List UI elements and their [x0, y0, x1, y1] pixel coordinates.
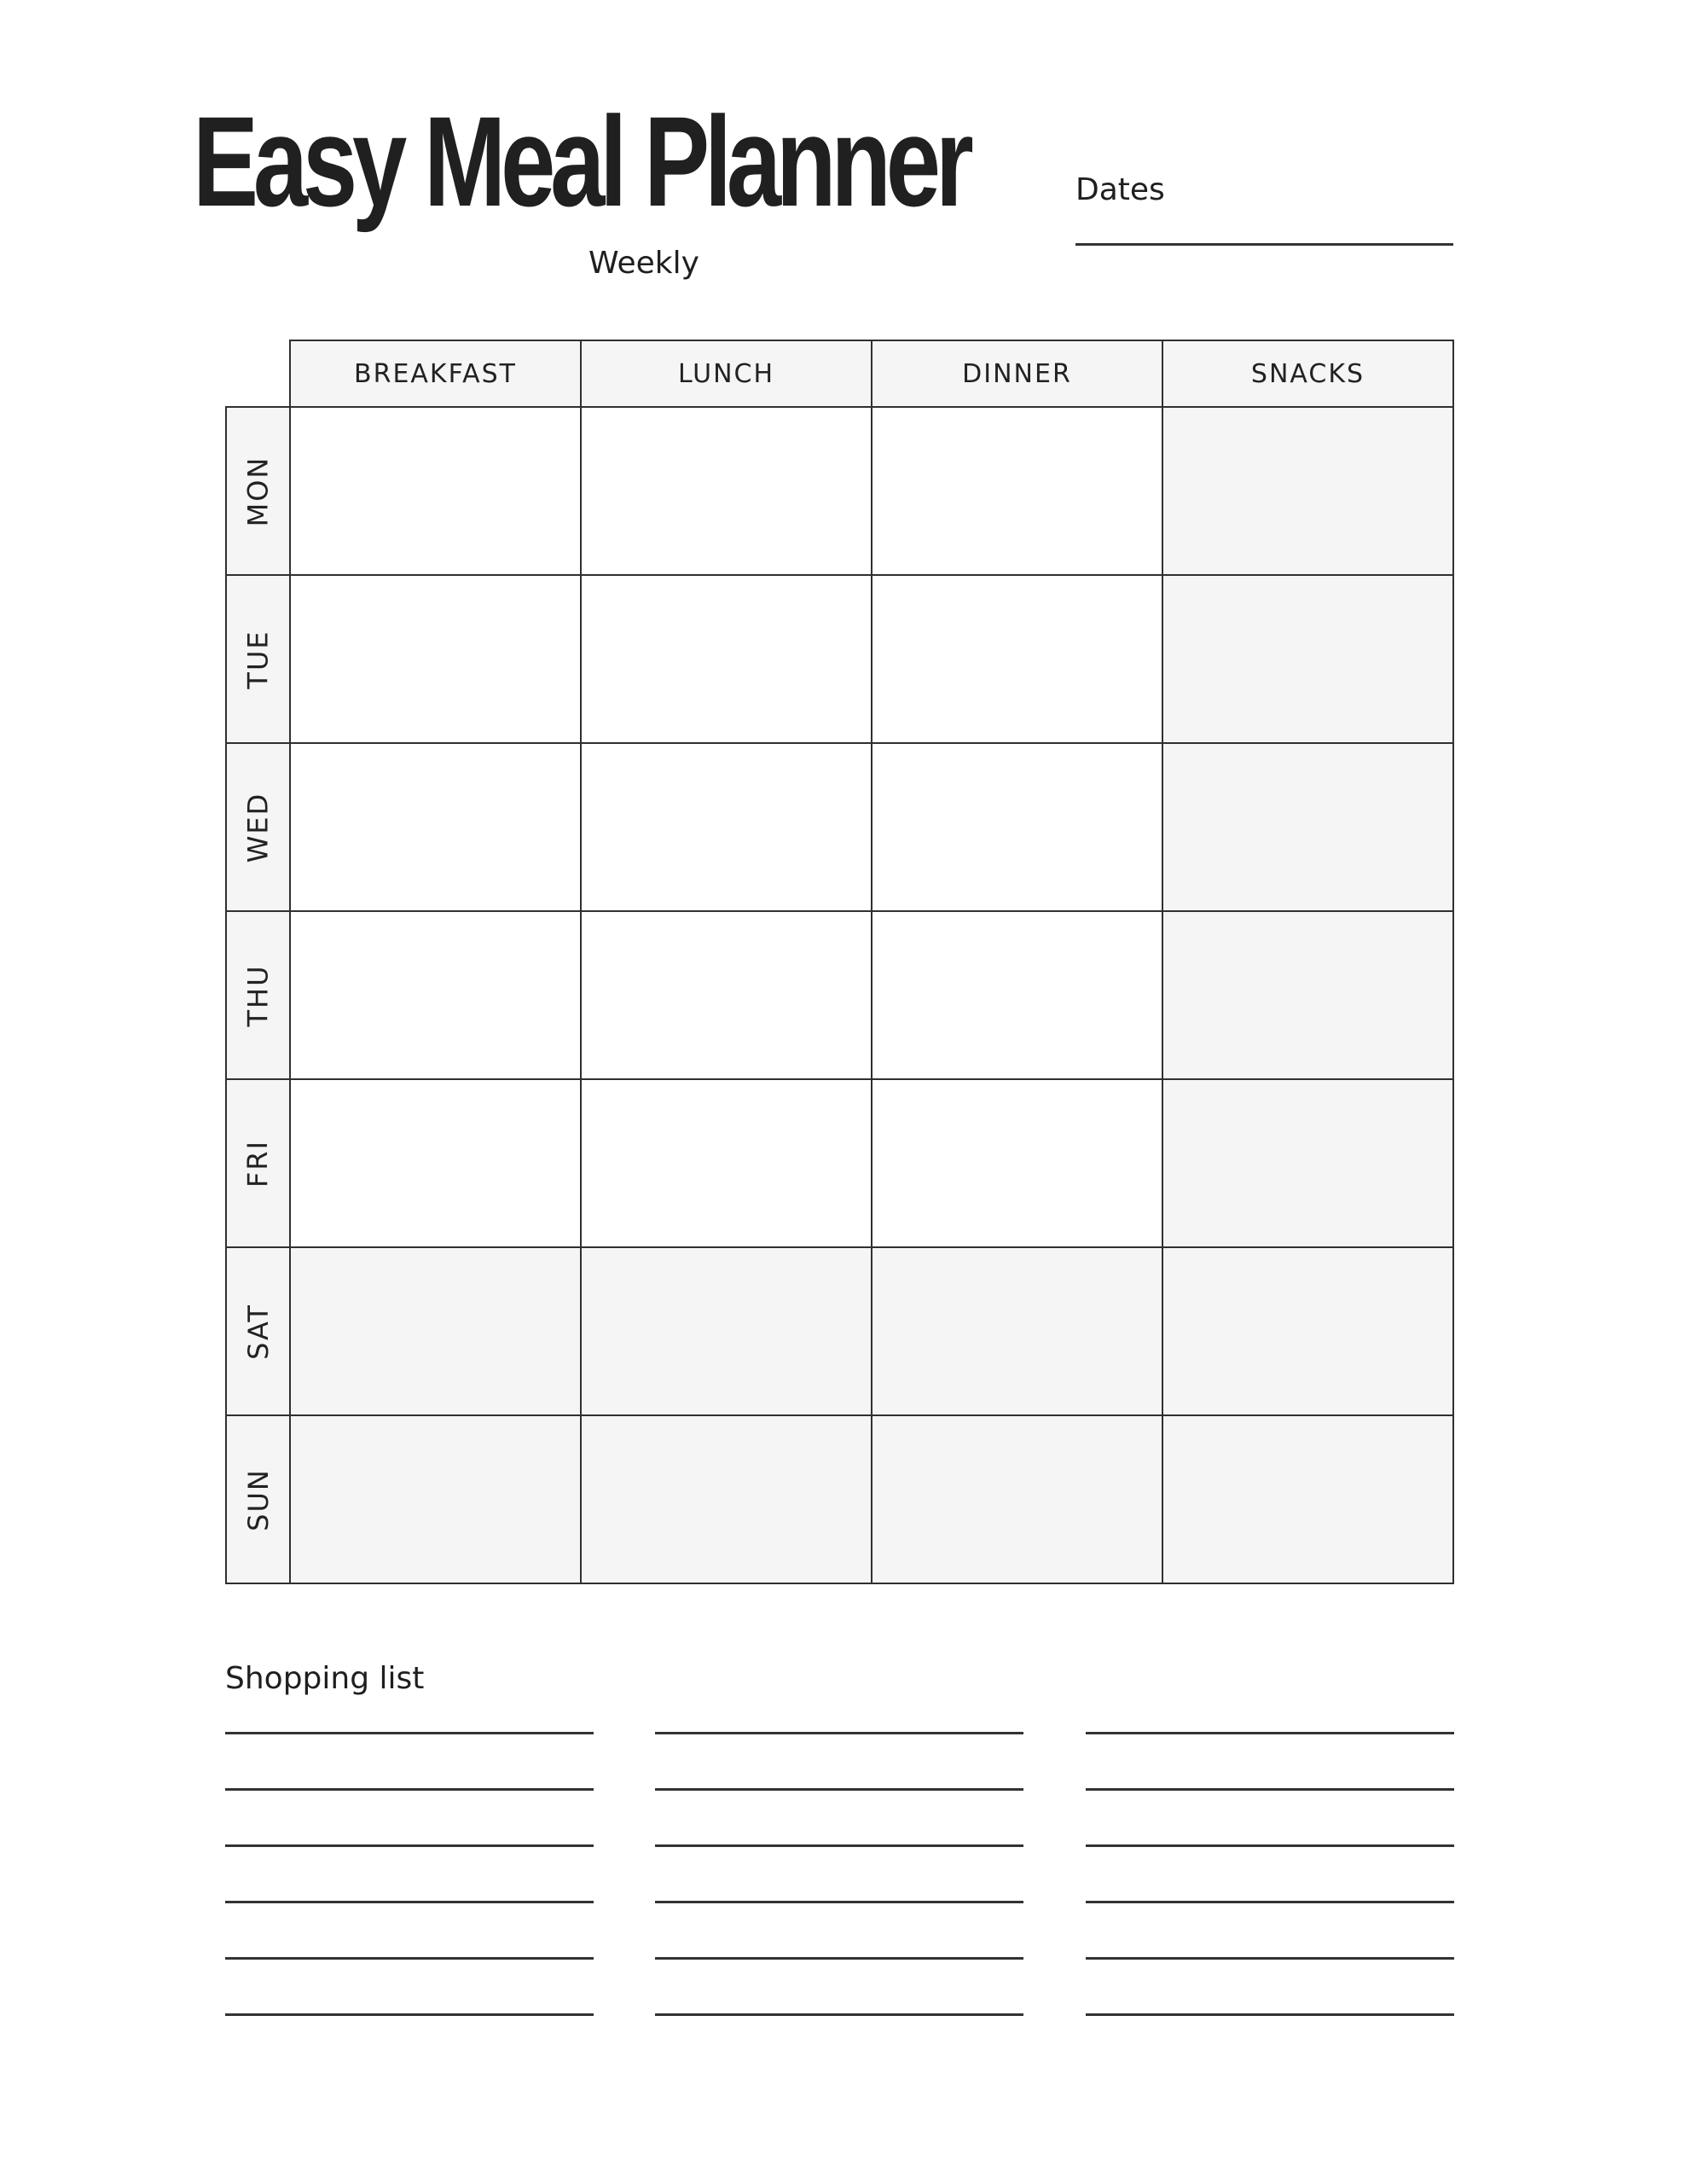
shopping-list-line-col2-row3[interactable]	[655, 1844, 1023, 1847]
meal-cell-sat-dinner[interactable]	[871, 1246, 1163, 1416]
shopping-list-line-col1-row6[interactable]	[225, 2013, 594, 2016]
meal-cell-mon-dinner[interactable]	[871, 406, 1163, 576]
day-label-sat	[225, 1246, 291, 1416]
meal-cell-mon-breakfast[interactable]	[289, 406, 582, 576]
meal-cell-sun-lunch[interactable]	[580, 1414, 872, 1584]
meal-cell-tue-dinner[interactable]	[871, 574, 1163, 744]
meal-cell-thu-dinner[interactable]	[871, 910, 1163, 1080]
shopping-list-line-col3-row5[interactable]	[1086, 1957, 1454, 1960]
dates-label: Dates	[1075, 172, 1165, 207]
day-label-mon	[225, 406, 291, 576]
meal-cell-sat-lunch[interactable]	[580, 1246, 872, 1416]
meal-cell-fri-lunch[interactable]	[580, 1078, 872, 1248]
day-label-wed-text: WED	[241, 792, 275, 863]
meal-cell-sat-snacks[interactable]	[1162, 1246, 1454, 1416]
shopping-list-label: Shopping list	[225, 1661, 425, 1696]
page-title: Easy Meal Planner	[193, 90, 969, 233]
meal-cell-fri-breakfast[interactable]	[289, 1078, 582, 1248]
shopping-list-line-col1-row3[interactable]	[225, 1844, 594, 1847]
day-label-fri-text: FRI	[241, 1139, 275, 1188]
column-header-dinner	[871, 340, 1163, 408]
column-header-lunch-label: LUNCH	[677, 358, 775, 389]
shopping-list-line-col2-row1[interactable]	[655, 1732, 1023, 1734]
day-label-sun	[225, 1414, 291, 1584]
day-label-thu-text: THU	[241, 963, 275, 1027]
meal-cell-sat-breakfast[interactable]	[289, 1246, 582, 1416]
meal-cell-wed-breakfast[interactable]	[289, 742, 582, 912]
meal-cell-tue-breakfast[interactable]	[289, 574, 582, 744]
meal-cell-tue-lunch[interactable]	[580, 574, 872, 744]
meal-cell-sun-snacks[interactable]	[1162, 1414, 1454, 1584]
meal-cell-tue-snacks[interactable]	[1162, 574, 1454, 744]
meal-cell-thu-lunch[interactable]	[580, 910, 872, 1080]
day-label-fri	[225, 1078, 291, 1248]
column-header-snacks-label: SNACKS	[1250, 358, 1365, 389]
meal-cell-fri-dinner[interactable]	[871, 1078, 1163, 1248]
shopping-list-line-col3-row4[interactable]	[1086, 1901, 1454, 1903]
day-label-mon-text: MON	[241, 456, 275, 526]
meal-cell-wed-snacks[interactable]	[1162, 742, 1454, 912]
day-label-sun-text: SUN	[241, 1467, 275, 1531]
meal-cell-fri-snacks[interactable]	[1162, 1078, 1454, 1248]
shopping-list-line-col1-row1[interactable]	[225, 1732, 594, 1734]
column-header-snacks	[1162, 340, 1454, 408]
meal-cell-sun-breakfast[interactable]	[289, 1414, 582, 1584]
column-header-breakfast	[289, 340, 582, 408]
weekly-label: Weekly	[588, 246, 699, 281]
meal-cell-thu-snacks[interactable]	[1162, 910, 1454, 1080]
meal-cell-sun-dinner[interactable]	[871, 1414, 1163, 1584]
meal-cell-wed-lunch[interactable]	[580, 742, 872, 912]
shopping-list-line-col3-row1[interactable]	[1086, 1732, 1454, 1734]
shopping-list-line-col3-row2[interactable]	[1086, 1788, 1454, 1791]
column-header-dinner-label: DINNER	[962, 358, 1072, 389]
meal-cell-mon-lunch[interactable]	[580, 406, 872, 576]
shopping-list-line-col1-row2[interactable]	[225, 1788, 594, 1791]
column-header-lunch	[580, 340, 872, 408]
day-label-tue-text: TUE	[241, 629, 275, 689]
shopping-list-line-col2-row2[interactable]	[655, 1788, 1023, 1791]
shopping-list-line-col1-row5[interactable]	[225, 1957, 594, 1960]
shopping-list-line-col2-row4[interactable]	[655, 1901, 1023, 1903]
column-header-breakfast-label: BREAKFAST	[354, 358, 517, 389]
shopping-list-line-col2-row6[interactable]	[655, 2013, 1023, 2016]
shopping-list-line-col3-row6[interactable]	[1086, 2013, 1454, 2016]
shopping-list-line-col1-row4[interactable]	[225, 1901, 594, 1903]
meal-cell-thu-breakfast[interactable]	[289, 910, 582, 1080]
meal-cell-wed-dinner[interactable]	[871, 742, 1163, 912]
meal-cell-mon-snacks[interactable]	[1162, 406, 1454, 576]
day-label-wed	[225, 742, 291, 912]
day-label-thu	[225, 910, 291, 1080]
shopping-list-line-col3-row3[interactable]	[1086, 1844, 1454, 1847]
day-label-tue	[225, 574, 291, 744]
day-label-sat-text: SAT	[241, 1303, 275, 1360]
shopping-list-line-col2-row5[interactable]	[655, 1957, 1023, 1960]
